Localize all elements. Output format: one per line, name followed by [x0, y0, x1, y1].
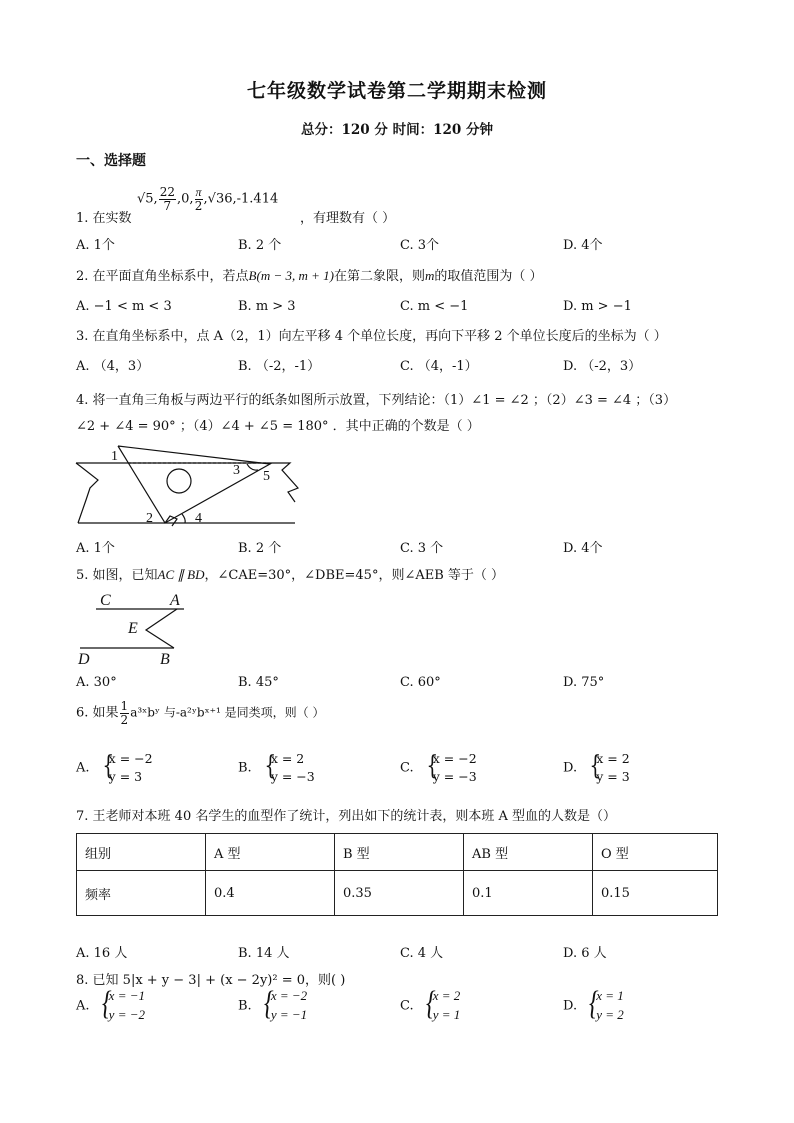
q4-label-5: 5 [263, 469, 270, 484]
q2-option-a[interactable]: A. −1 < m < 3 [76, 299, 172, 314]
q8-option-a-system: { x = −1 y = −2 [100, 987, 145, 1025]
table-cell: 频率 [77, 871, 206, 916]
q5-option-d[interactable]: D. 75° [563, 675, 605, 690]
question-8: 8. 已知 5|x + y − 3| + (x − 2y)² = 0，则( ) [76, 973, 346, 988]
q8-option-d[interactable]: D. { x = 1 y = 2 [563, 987, 624, 1025]
q1-fraction-pi-2: $\frac{\pi}{2}$ [194, 185, 203, 213]
q8-option-d-system: { x = 1 y = 2 [587, 987, 624, 1025]
q4-option-c[interactable]: C. 3 个 [400, 541, 444, 556]
q1-option-a[interactable]: A. 1个 [76, 238, 115, 253]
table-header-row [77, 834, 718, 871]
q7-option-d[interactable]: D. 6 人 [563, 946, 607, 961]
q6-option-d-system: { x = 2 y = 3 [587, 750, 629, 786]
q4-label-4: 4 [195, 511, 202, 526]
q8-option-c[interactable]: C. { x = 2 y = 1 [400, 987, 460, 1025]
table-cell: 0.35 [335, 871, 464, 916]
table-header-cell: A 型 [206, 834, 335, 871]
q4-figure [70, 440, 305, 532]
table-header-cell: B 型 [335, 834, 464, 871]
q4-label-1: 1 [111, 449, 118, 464]
q4-option-b[interactable]: B. 2 个 [238, 541, 282, 556]
q1-option-d[interactable]: D. 4个 [563, 238, 603, 253]
q5-label-a: A [170, 592, 180, 609]
q6-option-a[interactable]: A. { x = −2 y = 3 [76, 750, 153, 786]
q6-fraction: $\frac{1}{2}$ [120, 699, 129, 727]
table-header-cell: 组别 [77, 834, 206, 871]
q6-option-c[interactable]: C. { x = −2 y = −3 [400, 750, 477, 786]
q6-option-d[interactable]: D. { x = 2 y = 3 [563, 750, 630, 786]
q4-label-3: 3 [233, 463, 240, 478]
blood-type-table [76, 833, 718, 916]
q1-sqrt5: √5, [137, 191, 158, 207]
q6-option-c-system: { x = −2 y = −3 [424, 750, 477, 786]
q8-option-a[interactable]: A. { x = −1 y = −2 [76, 987, 145, 1025]
q4-label-2: 2 [146, 511, 153, 526]
q7-option-a[interactable]: A. 16 人 [76, 946, 128, 961]
q6-option-a-system: { x = −2 y = 3 [100, 750, 153, 786]
q6-option-b[interactable]: B. { x = 2 y = −3 [238, 750, 315, 786]
q5-label-e: E [128, 620, 138, 637]
q3-option-d[interactable]: D. （-2，3） [563, 359, 642, 374]
table-cell: 0.15 [593, 871, 718, 916]
q1-option-b[interactable]: B. 2 个 [238, 238, 282, 253]
q3-option-c[interactable]: C. （4，-1） [400, 359, 478, 374]
exam-info: 总分：120 分 时间：120 分钟 [301, 122, 493, 138]
q5-label-c: C [100, 592, 111, 609]
q2-point: B(m − 3, m + 1) [248, 268, 334, 283]
page-title: 七年级数学试卷第二学期期末检测 [246, 80, 547, 102]
question-1-prefix: 1. 在实数 [76, 211, 132, 226]
question-4-line-1: 4. 将一直角三角板与两边平行的纸条如图所示放置，下列结论：（1）∠1 = ∠2 ；（2）∠3 = ∠4 ；（3） [76, 393, 677, 408]
question-4-line-2: ∠2 + ∠4 = 90° ；（4）∠4 + ∠5 = 180° ．其中正确的个数是（ ） [76, 419, 480, 434]
table-cell: 0.4 [206, 871, 335, 916]
section-heading: 一、选择题 [76, 153, 146, 169]
q1-fraction-22-7: $\frac{22}{7}$ [159, 185, 175, 213]
q8-option-b-system: { x = −2 y = −1 [262, 987, 307, 1025]
q2-option-c[interactable]: C. m < −1 [400, 299, 469, 314]
q7-option-b[interactable]: B. 14 人 [238, 946, 290, 961]
q3-option-b[interactable]: B. （-2，-1） [238, 359, 321, 374]
q7-option-c[interactable]: C. 4 人 [400, 946, 444, 961]
q8-option-b[interactable]: B. { x = −2 y = −1 [238, 987, 307, 1025]
question-3: 3. 在直角坐标系中，点 A（2，1）向左平移 4 个单位长度，再向下平移 2 个单位长度后的坐标为（ ） [76, 329, 667, 344]
q5-figure [72, 588, 202, 668]
q5-label-b: B [160, 651, 170, 668]
q5-option-c[interactable]: C. 60° [400, 675, 441, 690]
q5-label-d: D [78, 651, 90, 668]
question-5: 5. 如图，已知AC ∥ BD，∠CAE=30°，∠DBE=45°，则∠AEB 等于（ ） [76, 567, 505, 583]
question-1-suffix: ，有理数有（ ） [300, 211, 396, 226]
table-cell: 0.1 [464, 871, 593, 916]
q5-option-b[interactable]: B. 45° [238, 675, 279, 690]
q5-option-a[interactable]: A. 30° [76, 675, 117, 690]
question-2: 2. 在平面直角坐标系中，若点B(m − 3, m + 1)在第二象限，则m的取值范围为（ ） [76, 268, 543, 284]
table-row [77, 871, 718, 916]
question-6: 6. 如果 $\frac{1}{2}$ a³ˣbʸ 与-a²ʸbˣ⁺¹ 是同类项，则（ ） [76, 699, 325, 727]
q2-option-b[interactable]: B. m > 3 [238, 299, 296, 314]
q8-option-c-system: { x = 2 y = 1 [424, 987, 461, 1025]
q2-option-d[interactable]: D. m > −1 [563, 299, 632, 314]
table-header-cell: O 型 [593, 834, 718, 871]
question-1-numbers: √5, $\frac{22}{7}$ ,0, $\frac{\pi}{2}$ ,√36,-1.414 [137, 185, 279, 213]
q3-option-a[interactable]: A. （4，3） [76, 359, 150, 374]
table-header-cell: AB 型 [464, 834, 593, 871]
q6-option-b-system: { x = 2 y = −3 [262, 750, 315, 786]
question-7: 7. 王老师对本班 40 名学生的血型作了统计，列出如下的统计表，则本班 A 型血的人数是（） [76, 809, 616, 824]
q4-option-a[interactable]: A. 1个 [76, 541, 115, 556]
q4-option-d[interactable]: D. 4个 [563, 541, 603, 556]
q1-option-c[interactable]: C. 3个 [400, 238, 440, 253]
